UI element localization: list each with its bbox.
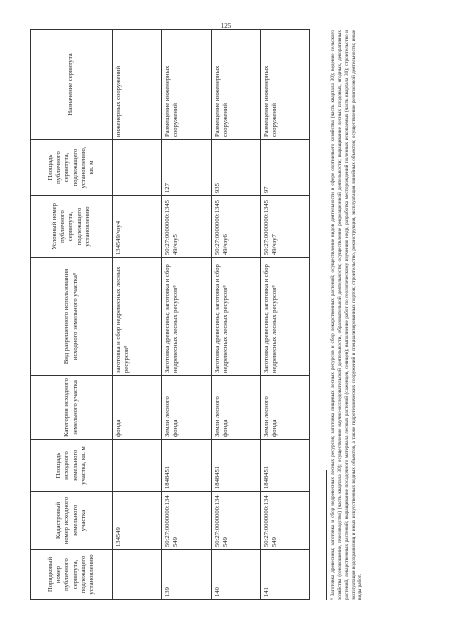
table-header-row: [31, 30, 113, 600]
table-cell: Заготовка древесины; заготовка и сбор недревесных лесных ресурсов⁸: [162, 258, 211, 376]
table-cell: 1848451: [211, 440, 260, 492]
header-cell: Категория исходного земельного участка: [31, 376, 113, 440]
table-cell: 134549/чзу4: [113, 196, 162, 258]
header-cell: Площадь исходного земельного участка, кв. м: [31, 440, 113, 492]
table-row: [211, 30, 260, 600]
table-cell: Заготовка древесины; заготовка и сбор недревесных лесных ресурсов⁸: [260, 258, 309, 376]
table-row: [113, 30, 162, 600]
header-cell: Вид разрешенного использования исходного земельного участка⁸: [31, 258, 113, 376]
table-cell: [113, 140, 162, 196]
table-cell: 935: [211, 140, 260, 196]
footnote-divider: [326, 470, 327, 600]
table-cell: 1848451: [162, 440, 211, 492]
table-cell: Заготовка древесины; заготовка и сбор недревесных лесных ресурсов⁸: [211, 258, 260, 376]
table-cell: 50:27:0000000:134549/чзу6: [211, 196, 260, 258]
table-cell: Размещение инженерных сооружений: [211, 30, 260, 140]
footnote: ⁸ Заготовка древесины; заготовка и сбор недревесных лесных ресурсов; заготовка пищевых лесных ресурсов и сбор лекарственных растений; осуществление видов деятельности в сфере охотничьего хозяйства (часть квартала 30); ведение сельского хозяйства (сенокошение, пчеловодство) (часть квартала 30); осуществление научно-исследовательской деятельности, образовательной деятельности; осуществление рекреационной деятельности; выращивание лесных плодовых, ягодных, декоративных растений, лекарственных растений; выращивание посадочного материала лесных растений (саженцев, сеянцев); выполнение работ по геологическому изучению недр, разработка месторождений полезных ископаемых (часть квартала 30); строительство и эксплуатация водохранилищ и иных искусственных водных объектов, а также гидротехнических сооружений и специализированных портов; строительство, реконструкция, эксплуатация линейных объектов; осуществление религиозной деятельности; иные виды работ.: [330, 30, 364, 600]
table-cell: инженерных сооружений: [113, 30, 162, 140]
servitude-table: [30, 29, 310, 600]
header-cell: Назначение сервитута: [31, 30, 113, 140]
table-cell: 97: [260, 140, 309, 196]
table-cell: 50:27:0000000:134549: [162, 492, 211, 550]
table-cell: [113, 550, 162, 600]
table-cell: Размещение инженерных сооружений: [162, 30, 211, 140]
rotated-content: [30, 30, 430, 600]
table-row: [162, 30, 211, 600]
table-cell: 50:27:0000000:134549/чзу7: [260, 196, 309, 258]
table-cell: 1848451: [260, 440, 309, 492]
table-cell: заготовка и сбор недревесных лесных ресурсов⁸: [113, 258, 162, 376]
table-cell: 50:27:0000000:134549: [260, 492, 309, 550]
table-cell: 50:27:0000000:134549: [211, 492, 260, 550]
table-cell: Земли лесного фонда: [260, 376, 309, 440]
header-cell: Порядковый номер публичного сервитута, подлежащего установлению: [31, 550, 113, 600]
table-cell: 139: [162, 550, 211, 600]
table-row: [260, 30, 309, 600]
header-cell: Кадастровый номер исходного земельного участка: [31, 492, 113, 550]
header-cell: Площадь публичного сервитута, подлежащего установлению, кв. м: [31, 140, 113, 196]
table-cell: [113, 440, 162, 492]
table-cell: фонда: [113, 376, 162, 440]
table-cell: 127: [162, 140, 211, 196]
header-cell: Условный номер публичного сервитута, подлежащего установлению: [31, 196, 113, 258]
table-cell: 141: [260, 550, 309, 600]
table-cell: Земли лесного фонда: [211, 376, 260, 440]
page-number: 125: [220, 22, 232, 30]
table-cell: Размещение инженерных сооружений: [260, 30, 309, 140]
table-cell: Земли лесного фонда: [162, 376, 211, 440]
table-cell: 134549: [113, 492, 162, 550]
table-cell: 140: [211, 550, 260, 600]
table-cell: 50:27:0000000:134549/чзу5: [162, 196, 211, 258]
